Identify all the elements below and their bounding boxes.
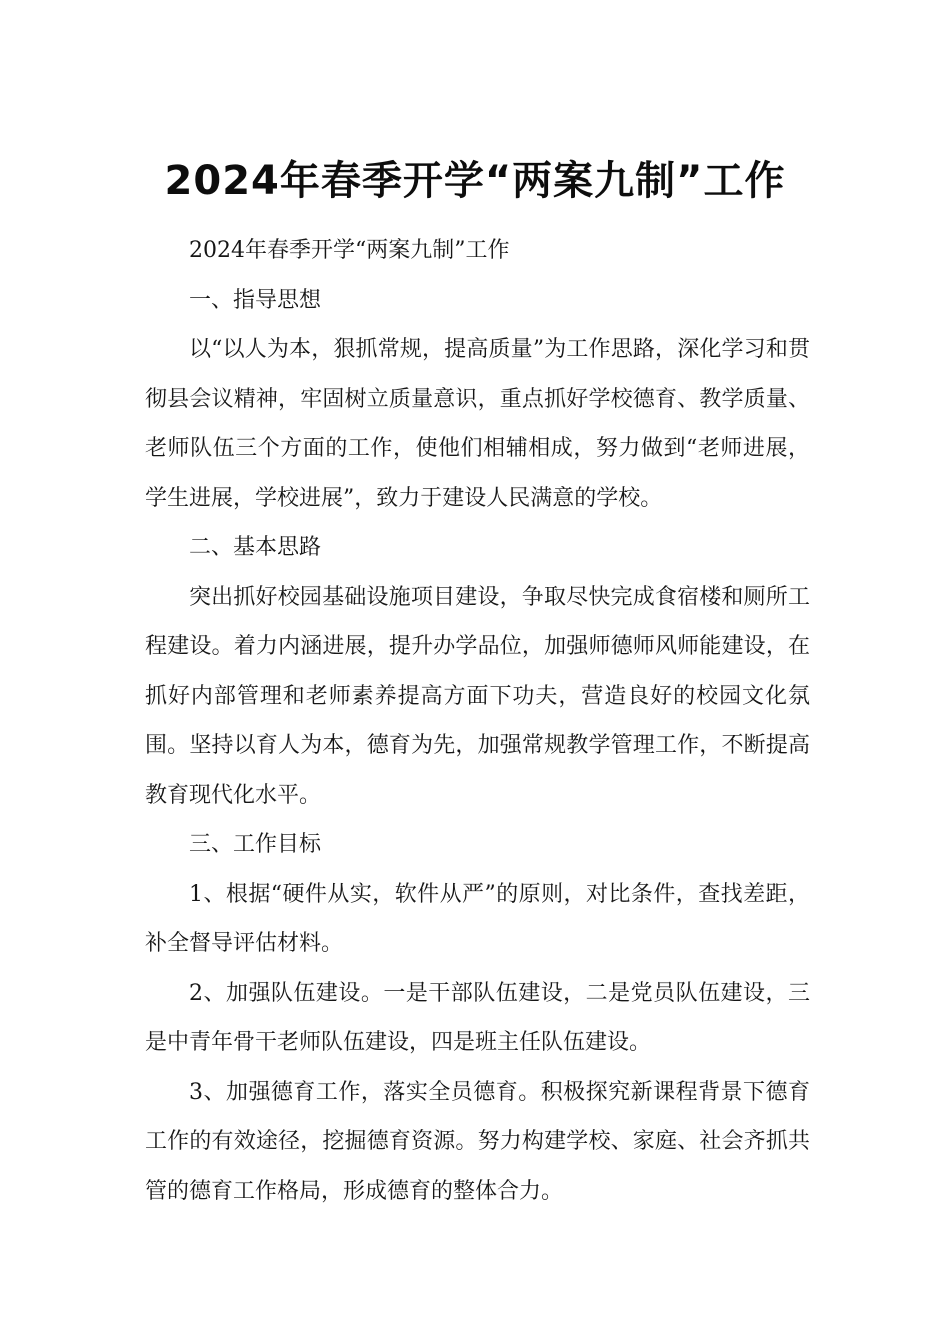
section-heading-work-goals: 三、工作目标	[189, 832, 322, 857]
paragraph-goal-3: 3、加强德育工作，落实全员德育。积极探究新课程背景下德育工作的有效途径，挖掘德育资源。努力构建学校、家庭、社会齐抓共管的德育工作格局，形成德育的整体合力。	[145, 1079, 810, 1204]
paragraph-basic-approach: 突出抓好校园基础设施项目建设，争取尽快完成食宿楼和厕所工程建设。着力内涵进展，提升办学品位，加强师德师风师能建设，在抓好内部管理和老师素养提高方面下功夫，营造良好的校园文化氛围。坚持以育人为本，德育为先，加强常规教学管理工作，不断提高教育现代化水平。	[145, 584, 810, 808]
section-heading-guiding-ideology: 一、指导思想	[189, 287, 322, 313]
document-title: 2024年春季开学“两案九制”工作	[164, 157, 786, 204]
document-body	[145, 226, 810, 1216]
paragraph-subtitle: 2024年春季开学“两案九制”工作	[189, 238, 510, 263]
paragraph-goal-2: 2、加强队伍建设。一是干部队伍建设，二是党员队伍建设，三是中青年骨干老师队伍建设，四是班主任队伍建设。	[145, 980, 810, 1055]
paragraph-goal-1: 1、根据“硬件从实，软件从严”的原则，对比条件，查找差距，补全督导评估材料。	[145, 881, 810, 956]
section-heading-basic-approach: 二、基本思路	[189, 535, 322, 560]
paragraph-guiding-ideology: 以“以人为本，狠抓常规，提高质量”为工作思路，深化学习和贯彻县会议精神，牢固树立质量意识，重点抓好学校德育、教学质量、老师队伍三个方面的工作，使他们相辅相成，努力做到“老师进展，学生进展，学校进展”，致力于建设人民满意的学校。	[145, 337, 810, 511]
